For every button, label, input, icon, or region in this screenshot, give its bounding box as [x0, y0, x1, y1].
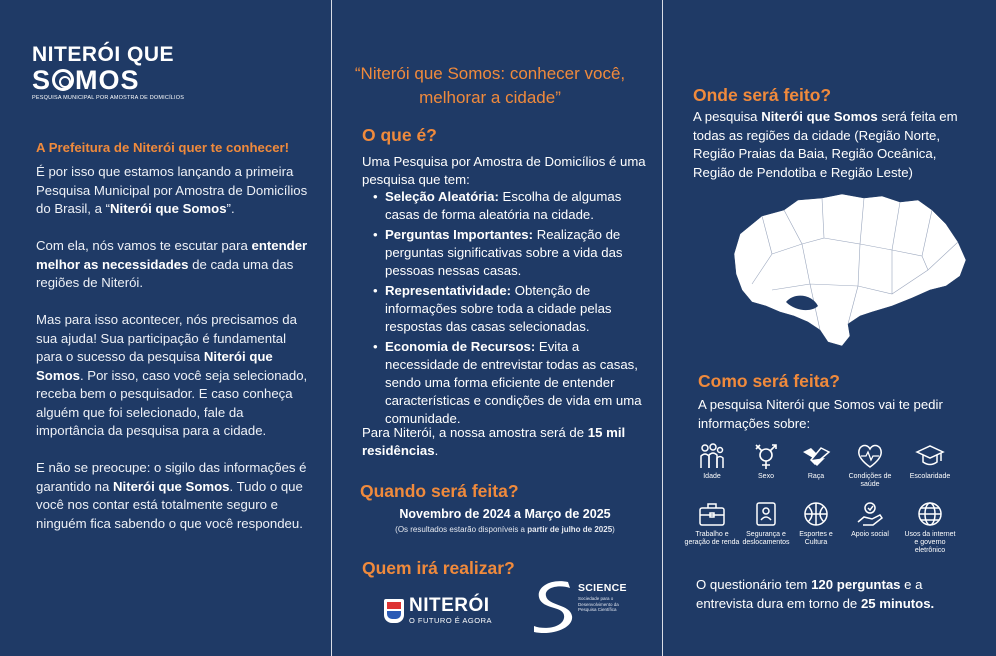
questionnaire-info: O questionário tem 120 perguntas e a entrevista dura em torno de 25 minutos. — [696, 577, 935, 611]
onde-heading: Onde será feito? — [693, 85, 832, 105]
coat-of-arms-icon — [384, 599, 404, 623]
science-logo-subtitle: Sociedade para o Desenvolvimento da Pesquisa Científica — [578, 596, 619, 612]
left-paragraph-4: E não se preocupe: o sigilo das informações é garantido na Niterói que Somos. Tudo o que você nos contar está totalmente seguro e ninguém fica sabendo o que você respondeu. — [36, 460, 307, 531]
gender-icon — [751, 442, 781, 470]
como-heading: Como será feita? — [698, 371, 840, 391]
topic-internet: Usos da internet e governo eletrônico — [902, 500, 958, 555]
como-body: A pesquisa Niterói que Somos vai te pedir informações sobre: — [698, 397, 943, 431]
science-logo-text: SCIENCE — [578, 582, 627, 594]
niteroi-logo-text: NITERÓI — [409, 595, 490, 616]
o-que-e-intro: Uma Pesquisa por Amostra de Domicílios é uma pesquisa que tem: — [362, 154, 646, 187]
topic-esportes: Esportes e Cultura — [788, 500, 844, 547]
briefcase-icon — [697, 500, 727, 528]
list-item: • Representatividade: Obtenção de informações sobre toda a cidade pelas respostas das casas selecionadas. — [370, 282, 648, 336]
globe-icon — [915, 500, 945, 528]
left-paragraph-2: Com ela, nós vamos te escutar para entender melhor as necessidades de cada uma das regiões de Niterói. — [36, 238, 308, 290]
o-que-e-heading: O que é? — [362, 125, 437, 145]
science-s-icon — [530, 576, 578, 634]
slogan-quote: “Niterói que Somos: conhecer você, melhorar a cidade” — [354, 64, 626, 107]
results-note: (Os resultados estarão disponíveis a partir de julho de 2025) — [395, 525, 615, 534]
topic-seguranca: Segurança e deslocamentos — [738, 500, 794, 547]
logo-title-line1: NITERÓI QUE — [32, 43, 175, 66]
left-body — [36, 163, 308, 552]
logo-subtitle: PESQUISA MUNICIPAL POR AMOSTRA DE DOMICÍLIOS — [32, 95, 185, 101]
logo-letter-s: S — [32, 65, 52, 95]
survey-dates: Novembro de 2024 a Março de 2025 — [399, 507, 611, 521]
topic-escolaridade: Escolaridade — [902, 442, 958, 481]
handshake-icon — [801, 442, 831, 470]
topic-saude: Condições de saúde — [842, 442, 898, 489]
quem-heading: Quem irá realizar? — [362, 558, 515, 578]
left-paragraph-1: É por isso que estamos lançando a primeira Pesquisa Municipal por Amostra de Domicílios do Brasil, a “Niterói que Somos”. — [36, 164, 308, 216]
security-icon — [751, 500, 781, 528]
list-item: • Economia de Recursos: Evita a necessidade de entrevistar todas as casas, sendo uma forma eficiente de entender características e condições de vida em uma comunidade. — [370, 338, 648, 428]
topic-apoio-social: Apoio social — [842, 500, 898, 539]
heart-pulse-icon — [855, 442, 885, 470]
topic-raca: Raça — [788, 442, 844, 481]
science-logo — [530, 576, 640, 636]
niteroi-logo-tagline: O FUTURO É AGORA — [409, 616, 493, 625]
niteroi-que-somos-logo — [32, 43, 185, 101]
left-heading: A Prefeitura de Niterói quer te conhecer! — [36, 140, 290, 155]
list-item: • Perguntas Importantes: Realização de perguntas significativas sobre a vida das pessoas nessas casas. — [370, 226, 648, 280]
topic-trabalho: Trabalho e geração de renda — [684, 500, 740, 547]
logo-title-line2 — [32, 66, 182, 94]
support-icon — [855, 500, 885, 528]
onde-body: A pesquisa Niterói que Somos será feita em todas as regiões da cidade (Região Norte, Região Praias da Baia, Região Oceânica, Região de Pendotiba e Região Leste) — [693, 109, 958, 180]
prefeitura-niteroi-logo — [384, 596, 492, 625]
graduation-cap-icon — [915, 442, 945, 470]
niteroi-map — [732, 194, 968, 349]
fingerprint-icon — [52, 69, 74, 91]
logo-letters-mos: MOS — [75, 65, 140, 95]
sample-size-text: Para Niterói, a nossa amostra será de 15 mil residências. — [362, 425, 626, 458]
topic-idade: Idade — [684, 442, 740, 481]
people-icon — [697, 442, 727, 470]
features-list — [370, 188, 648, 430]
list-item: • Seleção Aleatória: Escolha de algumas casas de forma aleatória na cidade. — [370, 188, 648, 224]
quando-heading: Quando será feita? — [360, 481, 519, 501]
left-paragraph-3: Mas para isso acontecer, nós precisamos da sua ajuda! Sua participação é fundamental para o sucesso da pesquisa Niterói que Somos. Por isso, caso você seja selecionado, receba bem o pesquisador. E caso conheça alguém que foi selecionado, fale da importância da pesquisa para a cidade. — [36, 312, 308, 438]
sports-icon — [801, 500, 831, 528]
topic-sexo: Sexo — [738, 442, 794, 481]
